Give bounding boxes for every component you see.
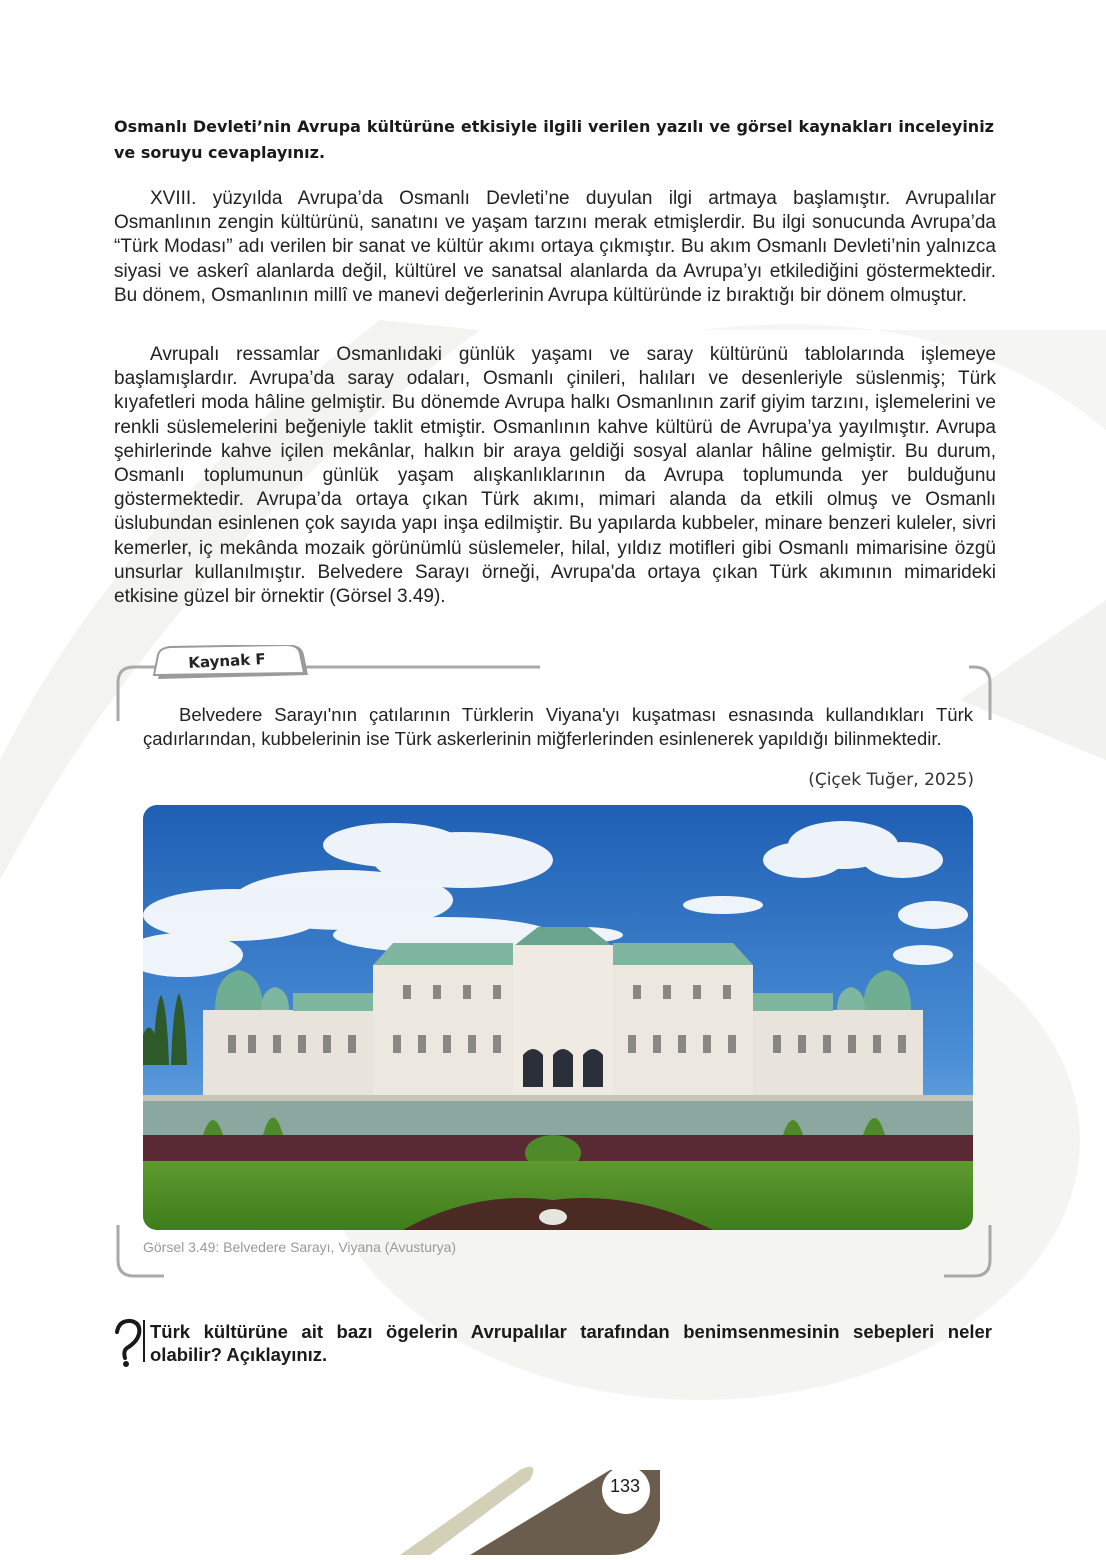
image-caption: Görsel 3.49: Belvedere Sarayı, Viyana (Avusturya) <box>143 1239 457 1255</box>
instruction-text: Osmanlı Devleti’nin Avrupa kültürüne etkisiyle ilgili verilen yazılı ve görsel kaynakları inceleyiniz ve soruyu cevaplayınız. <box>114 117 994 162</box>
question-text: Türk kültürüne ait bazı ögelerin Avrupalılar tarafından benimsenmesinin sebepleri neler olabilir? Açıklayınız. <box>150 1321 992 1365</box>
source-tab-label: Kaynak F <box>187 649 267 673</box>
belvedere-palace-photo <box>143 805 973 1230</box>
paragraph-1: XVIII. yüzyılda Avrupa’da Osmanlı Devleti’ne duyulan ilgi artmaya başlamıştır. Avrupalılar Osmanlının zengin kültürünü, sanatını ve yaşam tarzını merak etmişlerdir. Bu ilgi sonucunda Avrupa’da “Türk Modası” adı verilen bir sanat ve kültür akımı ortaya çıkmıştır. Bu akım Osmanlı Devleti’nin yalnızca siyasi ve askerî alanlarda değil, kültürel ve sanatsal alanlarda da Avrupa’yı etkilediğini göstermektedir. Bu dönem, Osmanlının millî ve manevi değerlerinin Avrupa kültüründe iz bıraktığı bir dönem olmuştur. <box>114 188 996 306</box>
source-text: Belvedere Sarayı'nın çatılarının Türklerin Viyana'yı kuşatması esnasında kullandıkları Türk çadırlarından, kubbelerinin ise Türk askerlerinin miğferlerinden esinlenerek yapıldığı bilinmektedir. <box>143 704 973 749</box>
page-number: 133 <box>609 1476 641 1496</box>
question-mark-icon <box>113 1318 149 1368</box>
paragraph-2: Avrupalı ressamlar Osmanlıdaki günlük yaşamı ve saray kültürünü tablolarında işlemeye başlamışlardır. Avrupa’da saray odaları, Osmanlı çinileri, halıları ve desenleriyle süslenmiş; Türk kıyafetleri moda hâline gelmiştir. Bu dönemde Avrupa halkı Osmanlının zarif giyim tarzını, işlemelerini ve renkli süslemelerini beğeniyle taklit etmiştir. Osmanlının kahve kültürü de Avrupa’ya yayılmıştır. Avrupa şehirlerinde kahve içilen mekânlar, halkın bir araya geldiği sosyal alanlar hâline gelmiştir. Bu durum, Osmanlı toplumunun günlük yaşam alışkanlıklarının da Avrupa toplumunda yer bulduğunu göstermektedir. Avrupa’da ortaya çıkan Türk akımı, mimari alanda da etkili olmuş ve Osmanlı üslubundan esinlenen çok sayıda yapı inşa edilmiştir. Bu yapılarda kubbeler, minare benzeri kuleler, sivri kemerler, iç mekânda mozaik görünümlü süslemeler, hilal, yıldız motifleri gibi Osmanlı mimarisine özgü unsurlar kullanılmıştır. Belvedere Sarayı örneği, Avrupa'da ortaya çıkan Türk akımının mimarideki etkisine güzel bir örnektir (Görsel 3.49). <box>114 344 996 608</box>
source-citation: (Çiçek Tuğer, 2025) <box>808 770 974 790</box>
